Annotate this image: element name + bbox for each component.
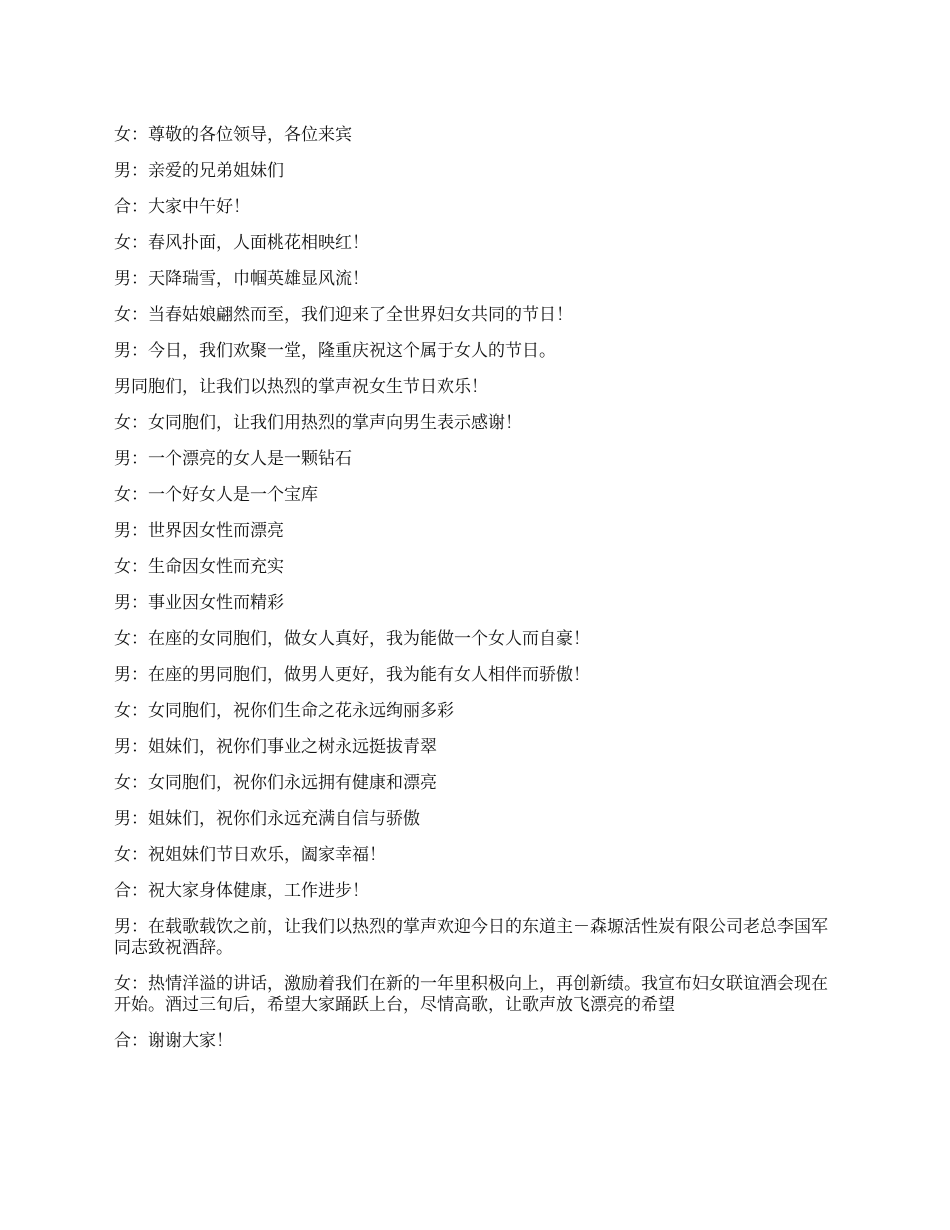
dialogue-line: 女：祝姐妹们节日欢乐，阖家幸福！ <box>114 845 386 865</box>
dialogue-line: 合：谢谢大家！ <box>114 1031 233 1051</box>
dialogue-line: 女：生命因女性而充实 <box>114 557 284 577</box>
dialogue-line: 女：女同胞们，祝你们永远拥有健康和漂亮 <box>114 773 437 793</box>
dialogue-line: 男：天降瑞雪，巾帼英雄显风流！ <box>114 269 369 289</box>
dialogue-line: 女：一个好女人是一个宝库 <box>114 485 318 505</box>
dialogue-line: 男：事业因女性而精彩 <box>114 593 284 613</box>
dialogue-line: 女：女同胞们，让我们用热烈的掌声向男生表示感谢！ <box>114 413 522 433</box>
dialogue-line: 男：一个漂亮的女人是一颗钻石 <box>114 449 352 469</box>
dialogue-line: 女：热情洋溢的讲话，激励着我们在新的一年里积极向上，再创新绩。我宣布妇女联谊酒会现在开始。酒过三旬后，希望大家踊跃上台，尽情高歌，让歌声放飞漂亮的希望 <box>114 974 828 1015</box>
dialogue-line: 男：姐妹们，祝你们永远充满自信与骄傲 <box>114 809 420 829</box>
dialogue-line: 合：大家中午好！ <box>114 197 250 217</box>
dialogue-line: 女：在座的女同胞们，做女人真好，我为能做一个女人而自豪！ <box>114 629 590 649</box>
dialogue-line: 女：尊敬的各位领导，各位来宾 <box>114 125 352 145</box>
dialogue-line: 男同胞们，让我们以热烈的掌声祝女生节日欢乐！ <box>114 377 488 397</box>
dialogue-line: 女：当春姑娘翩然而至，我们迎来了全世界妇女共同的节日！ <box>114 305 573 325</box>
dialogue-line: 男：在座的男同胞们，做男人更好，我为能有女人相伴而骄傲！ <box>114 665 590 685</box>
dialogue-line: 女：女同胞们，祝你们生命之花永远绚丽多彩 <box>114 701 454 721</box>
dialogue-line: 男：在载歌载饮之前，让我们以热烈的掌声欢迎今日的东道主－森塬活性炭有限公司老总李国军同志致祝酒辞。 <box>114 917 828 958</box>
dialogue-line: 男：姐妹们，祝你们事业之树永远挺拔青翠 <box>114 737 437 757</box>
dialogue-line: 女：春风扑面，人面桃花相映红！ <box>114 233 369 253</box>
dialogue-line: 男：亲爱的兄弟姐妹们 <box>114 161 284 181</box>
dialogue-line: 合：祝大家身体健康，工作进步！ <box>114 881 369 901</box>
dialogue-line: 男：今日，我们欢聚一堂，隆重庆祝这个属于女人的节日。 <box>114 341 556 361</box>
dialogue-line: 男：世界因女性而漂亮 <box>114 521 284 541</box>
document-body <box>114 125 844 1067</box>
